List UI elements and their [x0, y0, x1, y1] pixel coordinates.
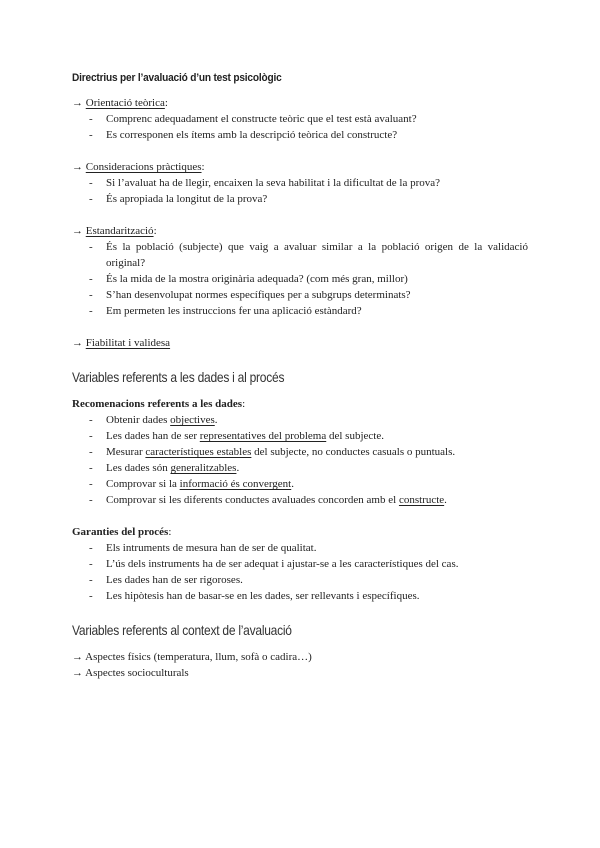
list-item: - És apropiada la longitut de la prova?	[86, 191, 528, 207]
list-item: - Em permeten les instruccions fer una aplicació estàndard?	[86, 303, 528, 319]
document-title: Directrius per l’avaluació d’un test psicològic	[72, 72, 282, 84]
arrow-glyph: →	[72, 337, 83, 349]
list-item: - Les dades han de ser rigoroses.	[86, 572, 528, 588]
arrow-glyph: →	[72, 651, 83, 663]
context-item: → Aspectes físics (temperatura, llum, sofà o cadira…)	[72, 651, 312, 663]
list-item: - És la mida de la mostra originària adequada? (com més gran, millor)	[86, 271, 528, 287]
list-item: - Les dades són generalitzables.	[86, 460, 528, 476]
arrow-glyph: →	[72, 97, 83, 109]
arrow-glyph: →	[72, 161, 83, 173]
section-estandaritzacio-heading: → Estandarització:	[72, 225, 157, 237]
section-consideracions-list	[86, 175, 528, 207]
list-item: - L’ús dels instruments ha de ser adequat i ajustar-se a les característiques del cas.	[86, 556, 528, 572]
garanties-list	[86, 540, 528, 604]
section-heading-text: Orientació teòrica	[85, 97, 165, 109]
list-item: - Comprovar si les diferents conductes avaluades concorden amb el constructe.	[86, 492, 528, 508]
arrow-glyph: →	[72, 667, 83, 679]
list-item: - Les hipòtesis han de basar-se en les dades, ser rellevants i específiques.	[86, 588, 528, 604]
list-item: - Si l’avaluat ha de llegir, encaixen la seva habilitat i la dificultat de la prova?	[86, 175, 528, 191]
list-item: - És la població (subjecte) que vaig a avaluar similar a la població origen de la validació original?	[86, 239, 528, 271]
subheading-recomanacions: Recomenacions referents a les dades:	[72, 398, 246, 410]
list-item: - S’han desenvolupat normes específiques per a subgrups determinats?	[86, 287, 528, 303]
list-item: - Els intruments de mesura han de ser de qualitat.	[86, 540, 528, 556]
section-heading-text: Fiabilitat i validesa	[85, 337, 171, 349]
arrow-glyph: →	[72, 225, 83, 237]
list-item: - Comprovar si la informació és convergent.	[86, 476, 528, 492]
list-item: - Les dades han de ser representatives del problema del subjecte.	[86, 428, 528, 444]
section-orientacio-list	[86, 111, 528, 143]
section-consideracions-heading: → Consideracions pràctiques:	[72, 161, 205, 173]
section-orientacio-heading: → Orientació teòrica:	[72, 97, 168, 109]
subheading-garanties: Garanties del procés:	[72, 526, 172, 538]
section-fiabilitat-heading	[72, 335, 528, 351]
list-item: - Es corresponen els ítems amb la descripció teòrica del constructe?	[86, 127, 528, 143]
section-estandaritzacio-list	[86, 239, 528, 319]
section-heading-text: Estandarització	[85, 225, 154, 237]
list-item: - Obtenir dades objectives.	[86, 412, 528, 428]
list-item: - Mesurar característiques estables del subjecte, no conductes casuals o puntuals.	[86, 444, 528, 460]
section-heading-text: Consideracions pràctiques	[85, 161, 202, 173]
heading-variables-dades: Variables referents a les dades i al procés	[72, 369, 285, 385]
heading-variables-context: Variables referents al context de l’avaluació	[72, 622, 292, 638]
context-item: → Aspectes socioculturals	[72, 667, 189, 679]
recomanacions-list	[86, 412, 528, 508]
list-item: - Comprenc adequadament el constructe teòric que el test està avaluant?	[86, 111, 528, 127]
